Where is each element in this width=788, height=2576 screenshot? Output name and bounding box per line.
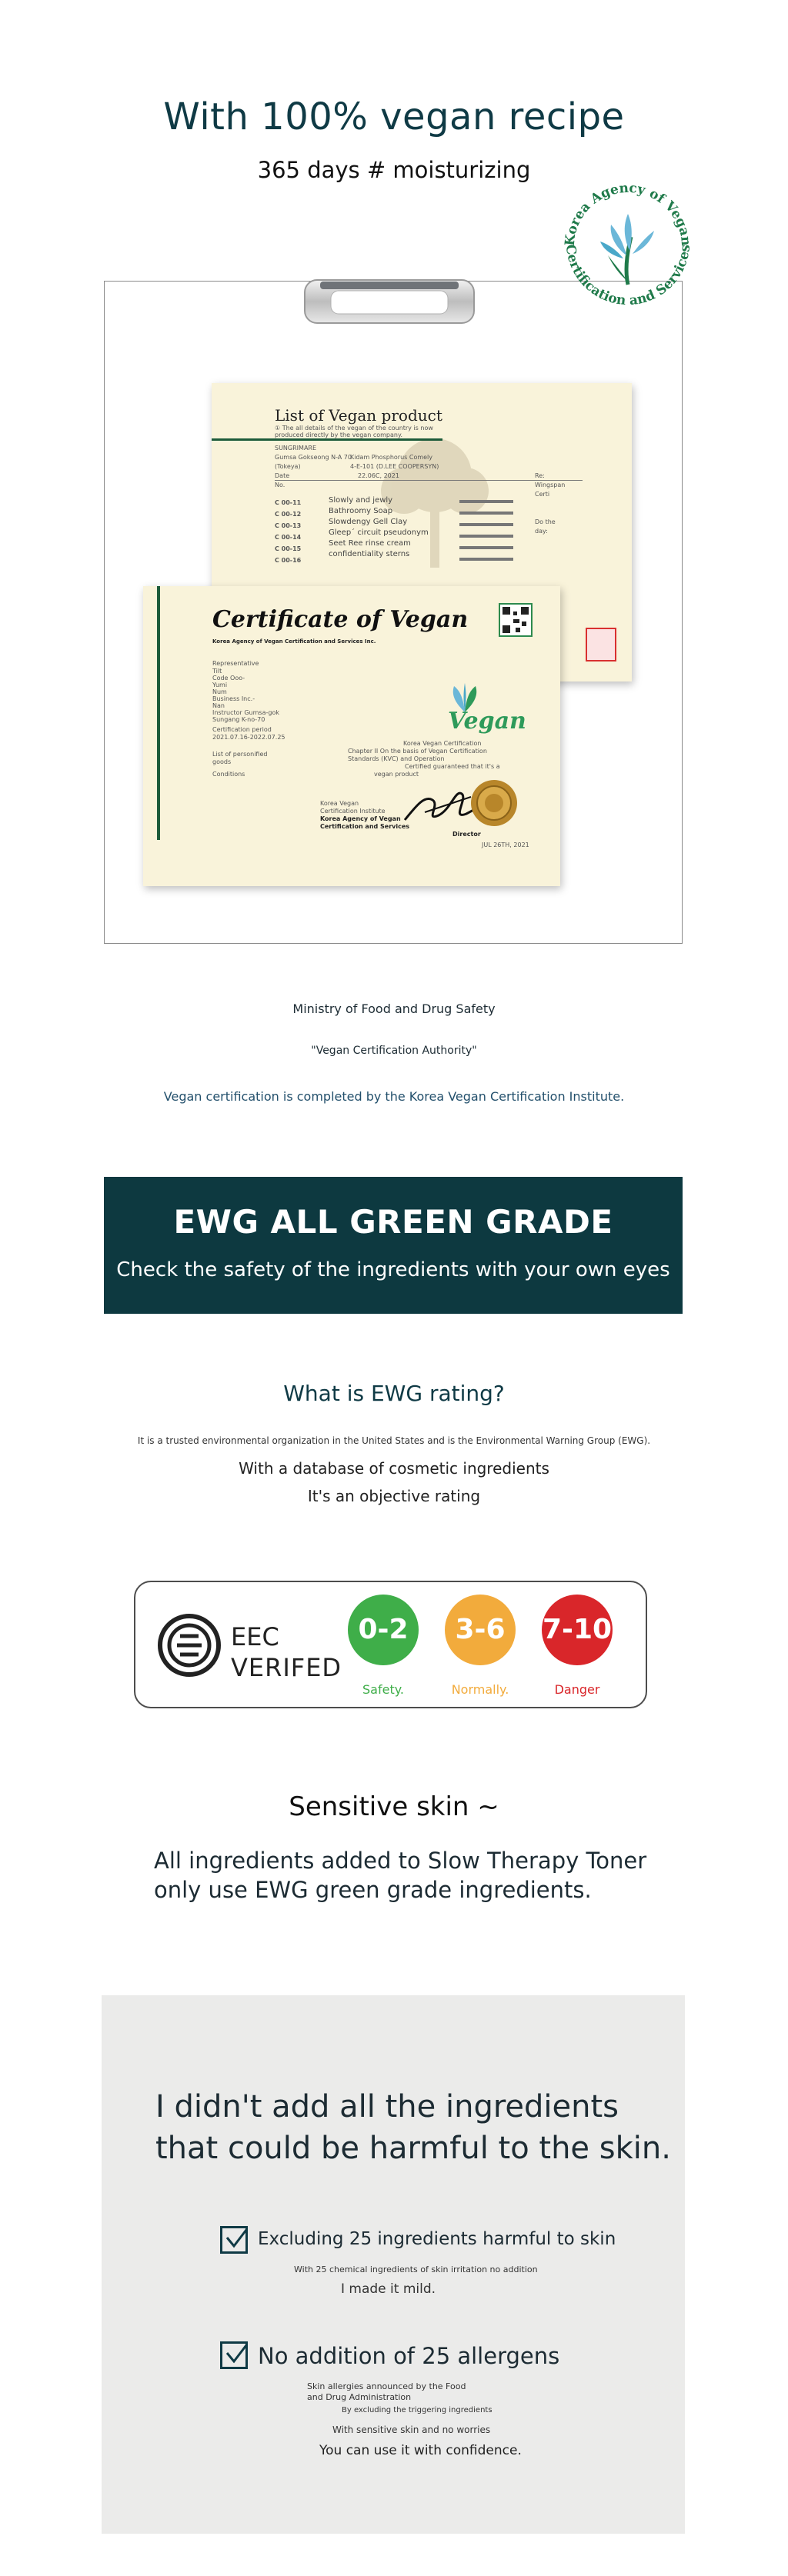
rep-item: Code Ooo- <box>212 675 245 681</box>
list-product: Seet Ree rinse cream <box>329 539 411 548</box>
seal-text-top: Korea Agency of Vegan <box>562 180 694 247</box>
vegan-text-1: Korea Vegan Certification <box>403 740 482 747</box>
list-company: SUNGRIMARE <box>275 445 317 452</box>
certificate-rep-items <box>212 668 279 723</box>
list-org-label: (Tokeya) <box>275 463 301 470</box>
panel-item-1: Excluding 25 ingredients harmful to skin <box>258 2229 616 2249</box>
certificate-date: JUL 26TH, 2021 <box>482 841 529 848</box>
authority-line-1: Ministry of Food and Drug Safety <box>292 1001 496 1016</box>
certificate-list-value: goods <box>212 758 232 765</box>
list-no-label: No. <box>275 482 285 488</box>
certificate-conditions: Conditions <box>212 771 245 778</box>
panel-item-2: No addition of 25 allergens <box>258 2343 560 2369</box>
panel-item-2-detail-a: Skin allergies announced by the Food and Drug Administration <box>307 2381 466 2402</box>
list-product: Bathroomy Soap <box>329 507 393 515</box>
authority-line-3: Vegan certification is completed by the Korea Vegan Certification Institute. <box>163 1089 625 1104</box>
rep-item: Yumi <box>212 681 228 688</box>
rep-item: Num <box>212 688 227 695</box>
certificate-period-value: 2021.07.16-2022.07.25 <box>212 734 285 741</box>
list-product: Gleep´ circuit pseudonym <box>329 528 429 537</box>
issuer-1: Korea Vegan <box>320 800 359 807</box>
list-product: Slowly and jewly <box>329 496 393 505</box>
rep-item: Tilt <box>212 668 222 675</box>
hero-subtitle: 365 days # moisturizing <box>257 157 531 183</box>
vegan-text-5: vegan product <box>374 771 419 778</box>
grade-badge-danger: 7-10 <box>542 1595 613 1665</box>
rep-item: Nan <box>212 702 225 709</box>
hero-title: With 100% vegan recipe <box>163 95 625 138</box>
panel-item-2-detail-d: You can use it with confidence. <box>319 2443 522 2458</box>
list-col-c: Certi <box>535 491 550 498</box>
sensitive-title: Sensitive skin ~ <box>289 1791 499 1822</box>
list-note-a: Do the <box>535 518 556 525</box>
certificate-org: Korea Agency of Vegan Certification and Services Inc. <box>212 638 376 645</box>
list-name-value: Kidam Phosphorus Comely <box>350 454 433 461</box>
ewg-description: It is a trusted environmental organization in the United States and is the Environmental Warning Group (EWG). <box>137 1435 651 1446</box>
grade-label-safety: Safety. <box>362 1682 404 1697</box>
rep-item: Sungang K-no-70 <box>212 716 265 723</box>
list-code: C 00-11 <box>275 499 302 506</box>
grade-badge-normal: 3-6 <box>445 1595 516 1665</box>
eec-logo-icon <box>157 1613 222 1678</box>
list-rule <box>212 438 442 441</box>
list-org-value: 4-E-101 (D.LEE COOPERSYN) <box>350 463 439 470</box>
panel-item-2-detail-b: By excluding the triggering ingredients <box>342 2406 492 2414</box>
ewg-banner <box>104 1177 683 1314</box>
panel-item-1-detail: With 25 chemical ingredients of skin irritation no addition <box>294 2264 538 2274</box>
list-col-b: Wingspan <box>535 482 566 488</box>
sensitive-line-1: All ingredients added to Slow Therapy Toner <box>154 1848 647 1874</box>
certificate-rep-label: Representative <box>212 660 259 667</box>
certificate-period-label: Certification period <box>212 726 272 733</box>
list-date-value: 22.06C, 2021 <box>358 472 399 479</box>
ewg-question: What is EWG rating? <box>283 1381 505 1406</box>
eec-verified-label: VERIFED <box>231 1653 342 1682</box>
vegan-text-3: Standards (KVC) and Operation <box>348 755 445 762</box>
panel-heading-2: that could be harmful to the skin. <box>155 2131 671 2166</box>
list-code: C 00-12 <box>275 511 302 518</box>
list-col-a: Re: <box>535 472 545 479</box>
rep-item: Business Inc.- <box>212 695 255 702</box>
list-code: C 00-14 <box>275 534 302 541</box>
certificate-list-label: List of personified <box>212 751 268 758</box>
list-date-column <box>459 500 513 561</box>
korea-vegan-agency-seal-icon <box>553 169 703 320</box>
list-code: C 00-13 <box>275 522 302 529</box>
checkbox-icon <box>220 2226 248 2254</box>
list-codes <box>275 497 301 566</box>
ewg-line-1: With a database of cosmetic ingredients <box>239 1459 549 1478</box>
ewg-line-2: It's an objective rating <box>307 1487 481 1505</box>
vegan-wordmark: Vegan <box>448 708 526 735</box>
list-subtitle: ① The all details of the vegan of the country is now produced directly by the vegan company. <box>275 425 433 438</box>
panel-item-1-main: I made it mild. <box>341 2281 436 2297</box>
list-table-rule <box>275 480 583 481</box>
list-address: Gumsa Gokseong N-A 70 <box>275 454 352 461</box>
list-title: List of Vegan product <box>275 406 442 425</box>
list-date-label: Date <box>275 472 290 479</box>
certificate-title: Certificate of Vegan <box>212 606 469 633</box>
seal-text-bottom: Certification and Services <box>562 243 694 309</box>
ewg-banner-title: EWG ALL GREEN GRADE <box>173 1203 613 1241</box>
ewg-banner-subtitle: Check the safety of the ingredients with your own eyes <box>116 1258 670 1281</box>
gold-seal-icon <box>469 778 519 828</box>
grade-label-danger: Danger <box>554 1682 600 1697</box>
list-code: C 00-16 <box>275 557 302 564</box>
list-note-b: day: <box>535 528 548 535</box>
vegan-text-2: Chapter II On the basis of Vegan Certification <box>348 748 487 755</box>
grade-badge-safety: 0-2 <box>348 1595 419 1665</box>
issuer-3: Korea Agency of Vegan <box>320 815 401 822</box>
eec-grade-card <box>134 1581 647 1708</box>
list-product: confidentiality sterns <box>329 550 410 558</box>
vegan-certificate-document <box>143 586 560 886</box>
director-label: Director <box>452 831 481 838</box>
no-harmful-ingredients-panel <box>102 1995 685 2534</box>
authority-line-2: "Vegan Certification Authority" <box>311 1045 477 1057</box>
issuer-2: Certification Institute <box>320 808 386 815</box>
list-code: C 00-15 <box>275 545 302 552</box>
red-stamp-icon <box>586 628 616 661</box>
sensitive-line-2: only use EWG green grade ingredients. <box>154 1877 592 1903</box>
list-product: Slowdengy Gell Clay <box>329 518 408 526</box>
grade-label-normal: Normally. <box>451 1682 509 1697</box>
clipboard-clip-icon <box>300 277 479 331</box>
panel-heading-1: I didn't add all the ingredients <box>155 2089 619 2124</box>
list-products <box>329 495 429 560</box>
rep-item: Instructor Gumsa-gok <box>212 709 279 716</box>
issuer-4: Certification and Services <box>320 823 410 830</box>
vegan-text-4: Certified guaranteed that it's a <box>405 763 500 770</box>
certificate-rule <box>157 586 160 840</box>
qr-code-icon <box>499 603 533 637</box>
checkbox-icon <box>220 2341 248 2369</box>
eec-label: EEC <box>231 1622 279 1651</box>
panel-item-2-detail-c: With sensitive skin and no worries <box>332 2424 491 2435</box>
